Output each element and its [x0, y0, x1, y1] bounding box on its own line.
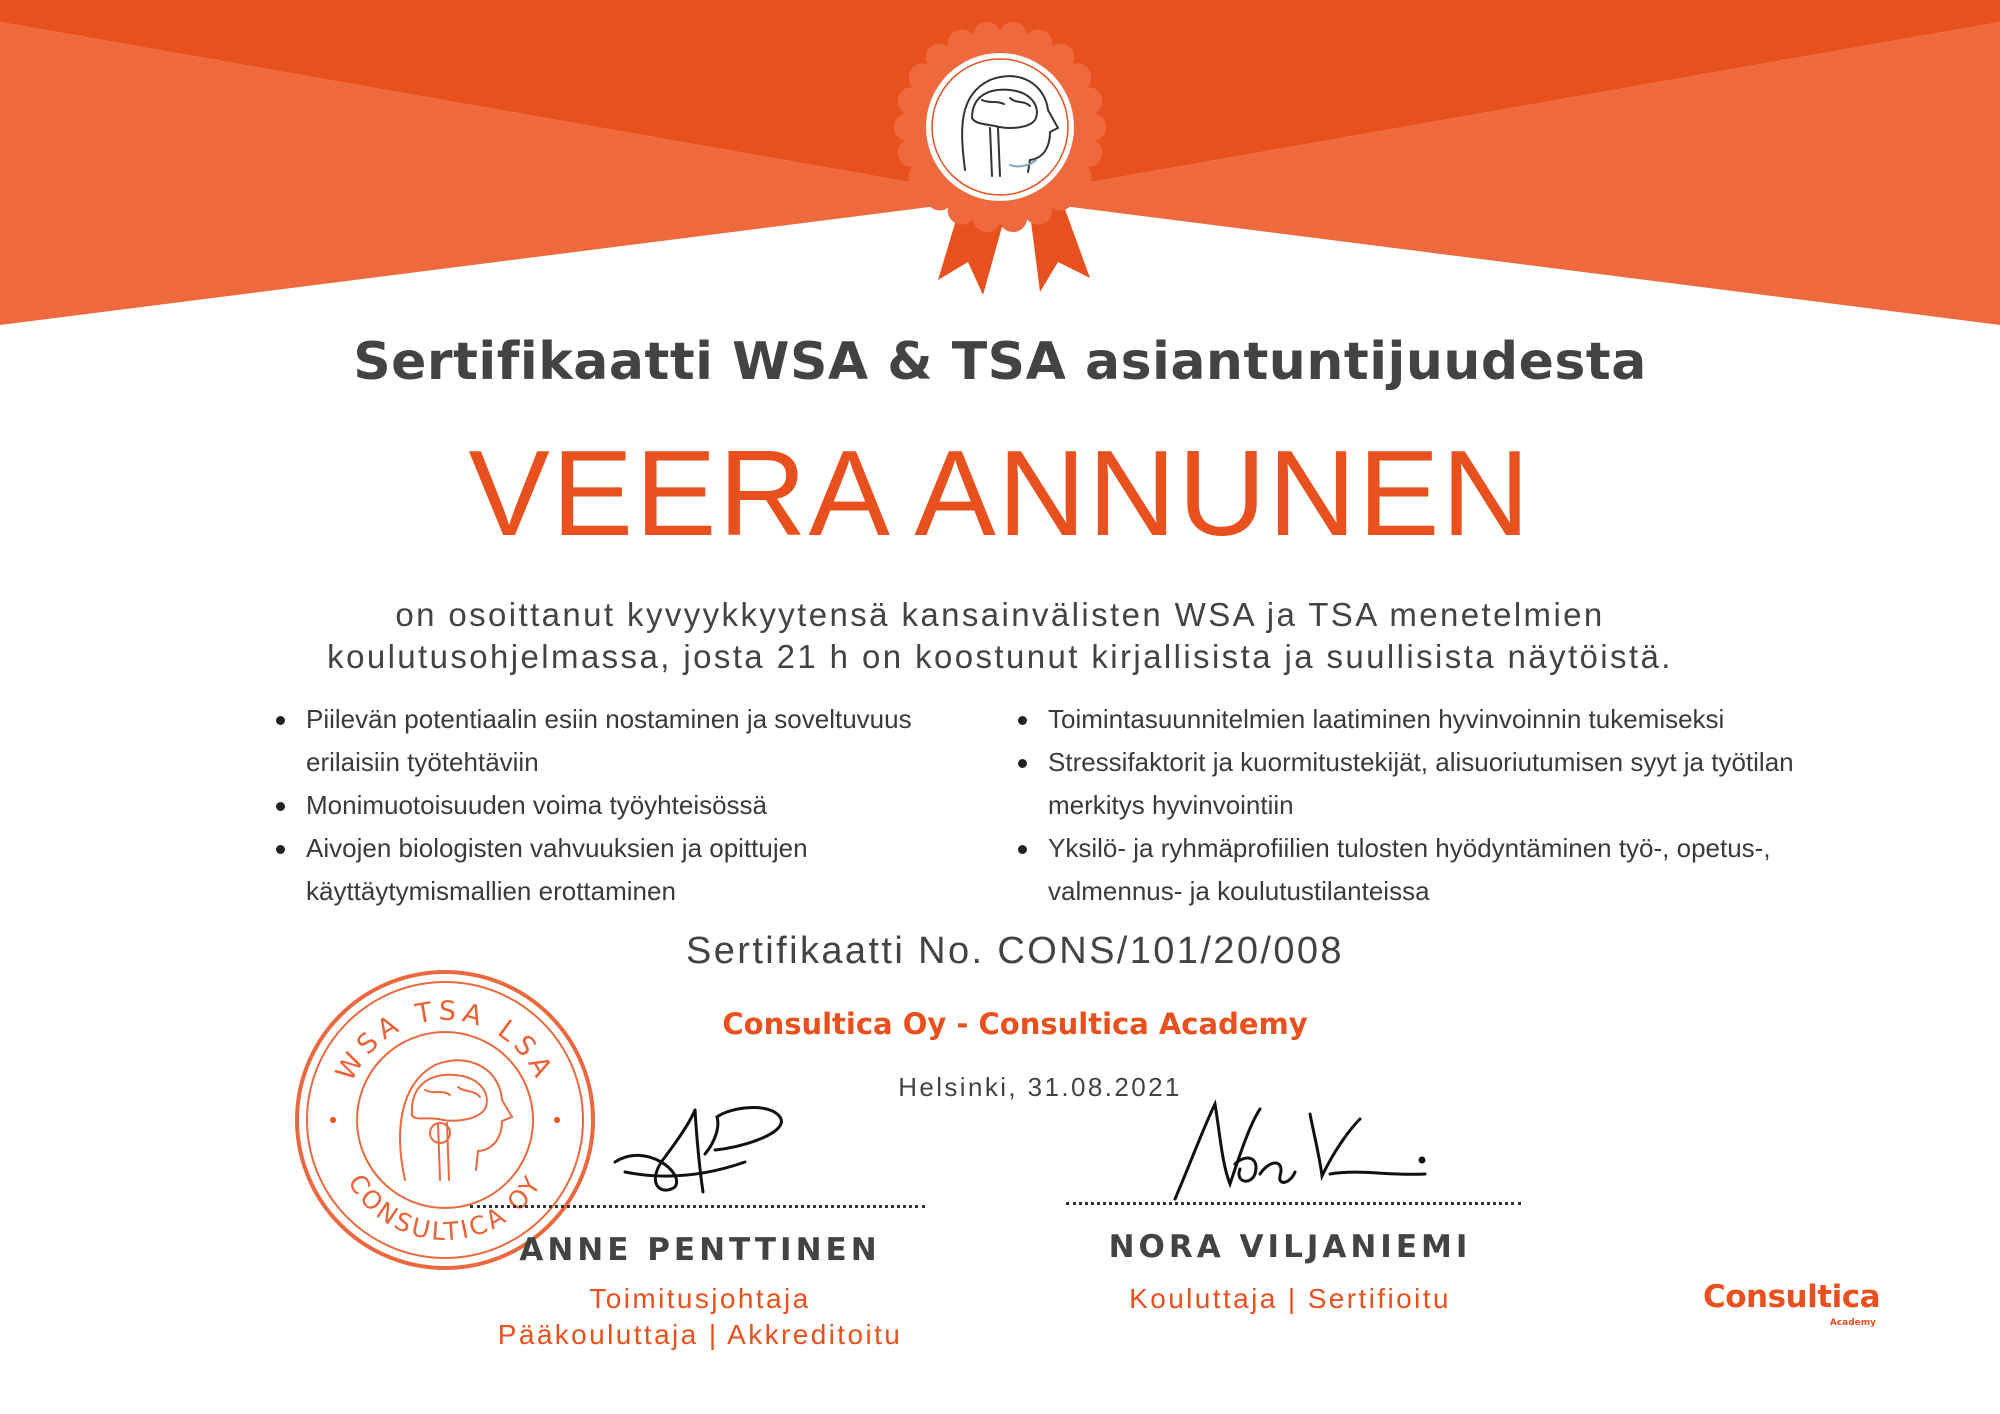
signature-line-right: [1066, 1202, 1521, 1205]
topic-item: Toimintasuunnitelmien laatiminen hyvinvoinnin tukemiseksi: [1048, 698, 1808, 741]
description-line: on osoittanut kyvyykkyytensä kansainvälisten WSA ja TSA menetelmien: [395, 596, 1605, 633]
signature-nora-viljaniemi: [1160, 1094, 1450, 1204]
signature-anne-penttinen: [605, 1102, 815, 1202]
issuer-name: Consultica Oy - Consultica Academy: [722, 1007, 1308, 1041]
place-date: Helsinki, 31.08.2021: [898, 1072, 1182, 1102]
consultica-logo: Consultica: [1702, 1279, 1880, 1315]
certificate-title: Sertifikaatti WSA & TSA asiantuntijuudesta: [353, 332, 1647, 392]
role-line: Toimitusjohtaja: [589, 1283, 811, 1314]
description-line: koulutusohjelmassa, josta 21 h on koostunut kirjallisista ja suullisista näytöistä.: [327, 638, 1673, 675]
signer-name-anne: ANNE PENTTINEN: [519, 1232, 881, 1268]
topic-item: Piilevän potentiaalin esiin nostaminen ja soveltuvuus erilaisiin työtehtäviin: [306, 698, 1006, 784]
signature-line-left: [470, 1205, 925, 1208]
signer-role-nora: Kouluttaja | Sertifioitu: [1129, 1283, 1451, 1314]
certificate-number: Sertifikaatti No. CONS/101/20/008: [686, 930, 1344, 972]
consultica-logo-sub: Academy: [1829, 1318, 1876, 1328]
topic-item: Aivojen biologisten vahvuuksien ja opittujen käyttäytymismallien erottaminen: [306, 827, 1006, 913]
brain-anatomy-stamp-icon: [290, 965, 600, 1275]
brain-anatomy-rosette-icon: [0, 0, 2000, 330]
signer-role-anne: [455, 1281, 945, 1353]
recipient-name: VEERA ANNUNEN: [468, 425, 1532, 561]
topic-item: Stressifaktorit ja kuormitustekijät, alisuoriutumisen syyt ja työtilan merkitys hyvinvointiin: [1048, 741, 1808, 827]
signer-name-nora: NORA VILJANIEMI: [1108, 1229, 1472, 1265]
topic-item: Monimuotoisuuden voima työyhteisössä: [306, 784, 1006, 827]
topics-list-right: [1048, 698, 1808, 913]
topic-item: Yksilö- ja ryhmäprofiilien tulosten hyödyntäminen työ-, opetus-, valmennus- ja koulutustilanteissa: [1048, 827, 1808, 913]
topics-list-left: [306, 698, 1006, 913]
certificate-description: [0, 594, 2000, 678]
svg-text:WSA TSA LSA: [330, 996, 560, 1087]
stamp-bottom-text: CONSULTICA OY: [342, 1169, 548, 1247]
role-line: Pääkouluttaja | Akkreditoitu: [497, 1319, 903, 1350]
stamp-top-text: WSA TSA LSA: [330, 995, 560, 1087]
